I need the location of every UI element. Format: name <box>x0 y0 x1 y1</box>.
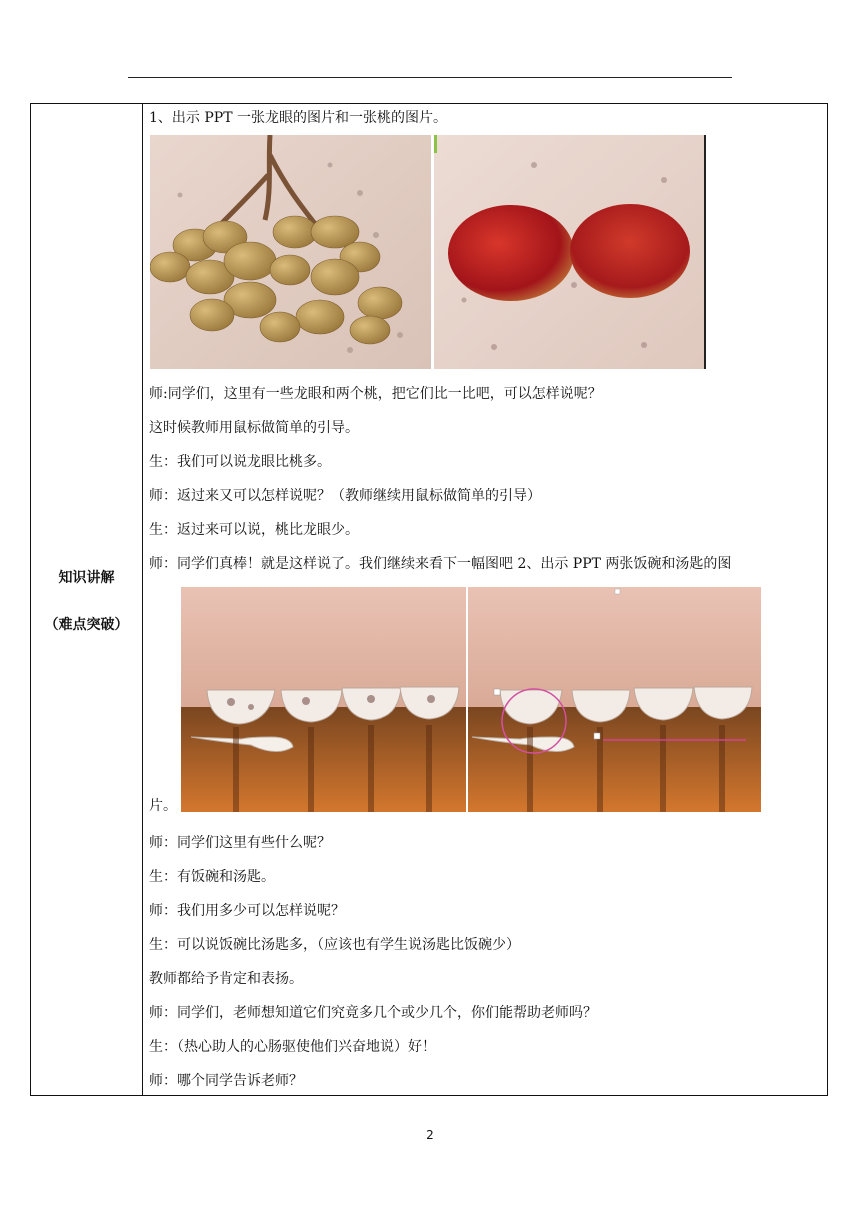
text-line: 生：有饭碗和汤匙。 <box>149 869 275 885</box>
text-line: 师：哪个同学告诉老师？ <box>149 1073 303 1089</box>
text-line: 生：（热心助人的心肠驱使他们兴奋地说）好！ <box>149 1039 436 1055</box>
bowls-and-spoon-annotated-photo <box>468 587 761 812</box>
text-line: 生：我们可以说龙眼比桃多。 <box>149 454 331 470</box>
peach-photo <box>434 135 704 369</box>
photo-edge <box>704 135 706 369</box>
content-cell <box>149 104 823 1095</box>
page-number: 2 <box>426 1128 434 1142</box>
text-line: 师：同学们，老师想知道它们究竟多几个或少几个，你们能帮助老师吗？ <box>149 1005 597 1021</box>
text-line: 片。 <box>149 798 177 814</box>
lesson-table <box>30 103 828 1096</box>
text-line: 师:同学们，这里有一些龙眼和两个桃，把它们比一比吧，可以怎样说呢？ <box>149 386 602 402</box>
row-label-subtitle: （难点突破） <box>44 617 129 633</box>
text-line: 师：同学们真棒！就是这样说了。我们继续来看下一幅图吧 2、出示 PPT 两张饭碗和汤匙的图 <box>149 556 732 572</box>
row-label-title: 知识讲解 <box>58 570 115 586</box>
bowls-and-spoon-photo <box>181 587 466 812</box>
longan-photo <box>150 135 431 369</box>
column-divider <box>142 104 143 1095</box>
text-line: 生：可以说饭碗比汤匙多，（应该也有学生说汤匙比饭碗少） <box>149 937 520 953</box>
text-line: 1、出示 PPT 一张龙眼的图片和一张桃的图片。 <box>149 110 447 126</box>
header-rule <box>128 77 732 78</box>
text-line: 师：同学们这里有些什么呢？ <box>149 835 331 851</box>
text-line: 师：我们用多少可以怎样说呢？ <box>149 903 345 919</box>
text-line: 生：返过来可以说，桃比龙眼少。 <box>149 522 359 538</box>
text-line: 师：返过来又可以怎样说呢？（教师继续用鼠标做简单的引导） <box>149 488 541 504</box>
row-label-cell <box>31 104 142 1095</box>
text-line: 教师都给予肯定和表扬。 <box>149 971 303 987</box>
text-line: 这时候教师用鼠标做简单的引导。 <box>149 420 359 436</box>
